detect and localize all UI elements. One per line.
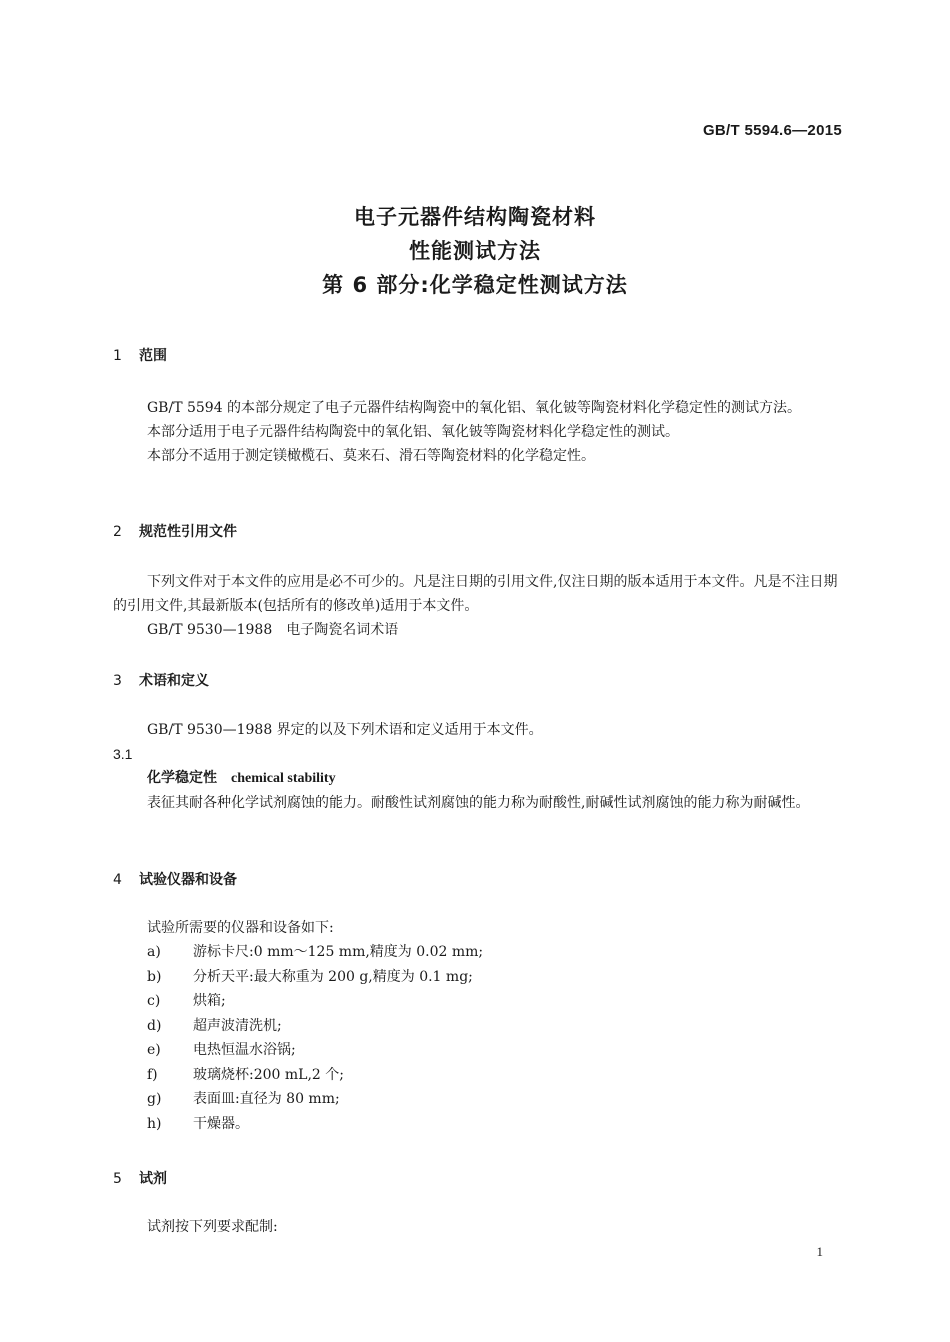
paragraph: 试剂按下列要求配制:	[147, 1219, 278, 1235]
section-1-heading	[113, 345, 843, 365]
section-number: 3	[113, 673, 122, 689]
paragraph: GB/T 5594 的本部分规定了电子元器件结构陶瓷中的氧化铝、氧化铍等陶瓷材料化学稳定性的测试方法。	[147, 400, 802, 416]
list-label: h)	[147, 1115, 162, 1132]
term-entry	[113, 766, 843, 791]
reference-entry: GB/T 9530—1988 电子陶瓷名词术语	[147, 622, 399, 638]
term-definition: 表征其耐各种化学试剂腐蚀的能力。耐酸性试剂腐蚀的能力称为耐酸性,耐碱性试剂腐蚀的能力称为耐碱性。	[147, 795, 810, 811]
section-4-body	[113, 916, 843, 1136]
document-title	[0, 200, 950, 302]
list-item	[147, 989, 843, 1014]
list-label: c)	[147, 993, 161, 1009]
section-number: 2	[113, 524, 122, 540]
section-2-heading	[113, 521, 843, 541]
section-1-body	[113, 396, 843, 468]
list-item	[147, 1087, 843, 1112]
section-number: 5	[113, 1171, 122, 1187]
title-line-2: 性能测试方法	[409, 239, 541, 263]
list-item	[147, 965, 843, 990]
section-number: 1	[113, 348, 122, 364]
list-label: a)	[147, 944, 161, 960]
list-item	[147, 1038, 843, 1063]
paragraph: 下列文件对于本文件的应用是必不可少的。凡是注日期的引用文件,仅注日期的版本适用于本文件。凡是不注日期的引用文件,其最新版本(包括所有的修改单)适用于本文件。	[113, 574, 838, 614]
section-5-body	[113, 1215, 843, 1239]
section-number: 4	[113, 872, 122, 888]
list-item	[147, 1112, 843, 1137]
paragraph: 试验所需要的仪器和设备如下:	[147, 920, 334, 936]
list-text: 分析天平:最大称重为 200 g,精度为 0.1 mg;	[193, 968, 473, 985]
section-title: 规范性引用文件	[139, 524, 237, 540]
section-3-heading	[113, 670, 843, 690]
list-text: 玻璃烧杯:200 mL,2 个;	[193, 1066, 344, 1083]
paragraph: 本部分适用于电子元器件结构陶瓷中的氧化铝、氧化铍等陶瓷材料化学稳定性的测试。	[147, 424, 679, 440]
list-text: 超声波清洗机;	[193, 1017, 282, 1034]
section-title: 试验仪器和设备	[139, 872, 237, 888]
section-3-body	[113, 718, 843, 815]
list-label: f)	[147, 1066, 158, 1083]
clause-number: 3.1	[113, 746, 133, 762]
list-text: 表面皿:直径为 80 mm;	[193, 1091, 340, 1107]
list-label: b)	[147, 968, 162, 985]
page-number: 1	[816, 1244, 823, 1259]
list-item	[147, 940, 843, 965]
term-chinese: 化学稳定性	[147, 770, 217, 786]
list-text: 电热恒温水浴锅;	[193, 1042, 296, 1058]
list-text: 烘箱;	[193, 993, 226, 1009]
section-title: 试剂	[139, 1171, 167, 1187]
section-title: 术语和定义	[139, 673, 209, 689]
list-label: e)	[147, 1042, 161, 1058]
list-item	[147, 1063, 843, 1088]
title-line-3: 第 6 部分:化学稳定性测试方法	[322, 273, 628, 297]
section-2-body	[113, 570, 843, 642]
section-title: 范围	[139, 348, 167, 364]
list-label: d)	[147, 1017, 162, 1034]
section-4-heading	[113, 869, 843, 889]
paragraph: GB/T 9530—1988 界定的以及下列术语和定义适用于本文件。	[147, 722, 543, 738]
paragraph: 本部分不适用于测定镁橄榄石、莫来石、滑石等陶瓷材料的化学稳定性。	[147, 448, 595, 464]
term-english: chemical stability	[231, 771, 336, 786]
list-item	[147, 1014, 843, 1039]
list-label: g)	[147, 1091, 162, 1107]
standard-number: GB/T 5594.6—2015	[702, 122, 842, 139]
equipment-list	[113, 940, 843, 1136]
section-5-heading	[113, 1168, 843, 1188]
title-line-1: 电子元器件结构陶瓷材料	[354, 205, 596, 229]
list-text: 游标卡尺:0 mm～125 mm,精度为 0.02 mm;	[193, 944, 484, 960]
list-text: 干燥器。	[193, 1115, 249, 1132]
